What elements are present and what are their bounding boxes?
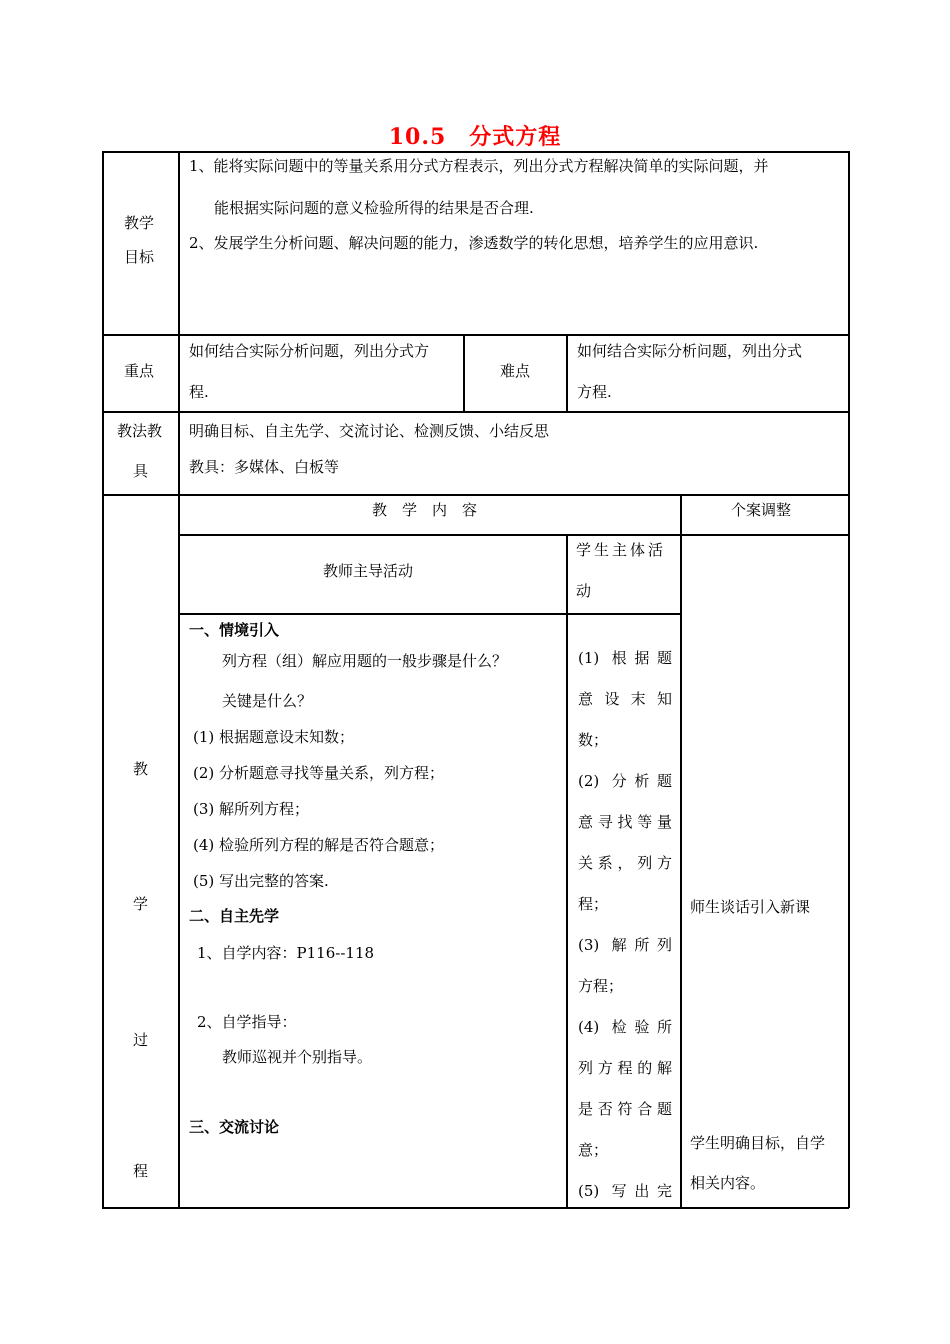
page-title: 10.5 分式方程 [388,124,562,150]
difficulty-label: 难点 [500,362,531,380]
key-points-label: 重点 [124,362,155,380]
content-header: 教 学 内 容 [372,501,478,519]
student-activity: (1) 根据题 意设末知 数； (2) 分析题 意寻找等量 关系，列方 程； (3) 解所列 方程； (4) 检验所 列方程的解 是否符合题 意； (5) 写出完 [578,649,672,1200]
section-heading: 二、自主先学 [189,907,280,925]
section-heading: 一、情境引入 [189,621,280,639]
adjust-header: 个案调整 [731,501,792,519]
adjust-note: 师生谈话引入新课 [690,898,811,916]
teacher-header: 教师主导活动 [323,562,414,580]
section-heading: 三、交流讨论 [189,1118,280,1136]
